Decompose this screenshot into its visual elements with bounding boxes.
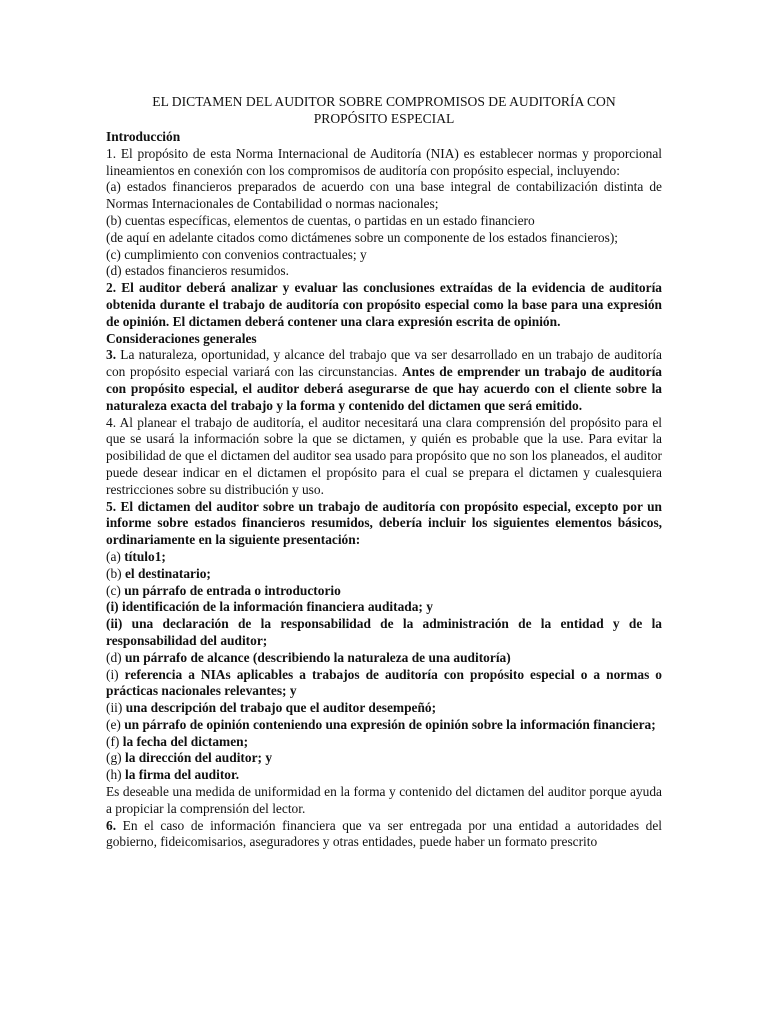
list-item-text: la fecha del dictamen; [122, 733, 249, 749]
list-item [106, 750, 662, 767]
paragraph-3-number: 3. [106, 347, 117, 363]
list-item [106, 549, 662, 566]
list-item-marker: (i) [106, 666, 125, 682]
list-item-marker: (h) [106, 767, 125, 783]
list-item-text: un párrafo de alcance (describiendo la naturaleza de una auditoría) [124, 649, 511, 665]
list-item-marker: (e) [106, 716, 125, 732]
list-item [106, 650, 662, 667]
list-item [106, 767, 662, 784]
list-item-marker: (ii) [106, 700, 126, 716]
paragraph-1: 1. El propósito de esta Norma Internacional de Auditoría (NIA) es establecer normas y proporcional lineamientos en conexión con los compromisos de auditoría con propósito especial, incluyendo: [106, 145, 662, 178]
list-item-marker: (f) [106, 733, 123, 749]
list-item [106, 566, 662, 583]
list-item-text: una descripción del trabajo que el auditor desempeñó; [125, 700, 437, 716]
document-title [106, 93, 662, 127]
list-item [106, 599, 662, 616]
paragraph-1-item-d: (d) estados financieros resumidos. [106, 263, 289, 279]
paragraph-1-item-c: (c) cumplimiento con convenios contractuales; y [106, 246, 367, 262]
list-item [106, 700, 662, 717]
paragraph-3-text: La naturaleza, oportunidad, y alcance del trabajo que va ser desarrollado en un trabajo de auditoría con propósito especial variará con las circunstancias. [106, 347, 662, 380]
paragraph-6-number: 6. [106, 817, 117, 833]
elements-list [106, 549, 662, 784]
list-item-marker: (a) [106, 548, 125, 564]
list-item-text: el destinatario; [124, 565, 211, 581]
heading-consideraciones-generales: Consideraciones generales [106, 330, 257, 346]
list-item [106, 583, 662, 600]
paragraph-1-item-b-note: (de aquí en adelante citados como dictámenes sobre un componente de los estados financieros); [106, 229, 619, 245]
paragraph-3 [106, 347, 662, 414]
paragraph-2: 2. El auditor deberá analizar y evaluar las conclusiones extraídas de la evidencia de auditoría obtenida durante el trabajo de auditoría con propósito especial como la base para una expresión de opinión. El dictamen deberá contener una clara expresión escrita de opinión. [106, 280, 662, 329]
list-item [106, 717, 662, 734]
list-item-marker: (g) [106, 750, 125, 766]
list-item [106, 734, 662, 751]
paragraph-1-item-b: (b) cuentas específicas, elementos de cuentas, o partidas en un estado financiero [106, 212, 535, 228]
heading-introduccion: Introducción [106, 129, 181, 144]
list-item-text: (i) identificación de la información financiera auditada; y [106, 599, 433, 615]
list-item [106, 667, 662, 701]
list-item-text: título1; [124, 548, 166, 564]
paragraph-6 [106, 818, 662, 852]
list-item-text: la dirección del auditor; y [124, 750, 273, 766]
title-line-2: PROPÓSITO ESPECIAL [313, 111, 455, 126]
list-item [106, 616, 662, 650]
list-item-text: un párrafo de entrada o introductorio [124, 582, 341, 598]
list-item-marker: (b) [106, 565, 125, 581]
paragraph-5-closing: Es deseable una medida de uniformidad en la forma y contenido del dictamen del auditor porque ayuda a propiciar la comprensión del lector. [106, 784, 662, 816]
paragraph-4: 4. Al planear el trabajo de auditoría, el auditor necesitará una clara comprensión del propósito para el que se usará la información sobre la que se dictamen, y quién es probable que la use. Para evitar la posibilidad de que el dictamen del auditor sea usado para propósito que no son los planeados, el auditor puede desear indicar en el dictamen el propósito para el cual se prepara el dictamen y cualesquiera restricciones sobre su distribución y uso. [106, 414, 662, 497]
list-item-text: referencia a NIAs aplicables a trabajos de auditoría con propósito especial o a normas o prácticas nacionales relevantes; y [106, 666, 662, 699]
document-page [106, 93, 662, 851]
paragraph-5: 5. El dictamen del auditor sobre un trabajo de auditoría con propósito especial, excepto por un informe sobre estados financieros resumidos, debería incluir los siguientes elementos básicos, ordinariamente en la siguiente presentación: [106, 498, 662, 548]
list-item-text: un párrafo de opinión conteniendo una expresión de opinión sobre la información financiera; [124, 716, 656, 732]
paragraph-6-text: En el caso de información financiera que va ser entregada por una entidad a autoridades del gobierno, fideicomisarios, aseguradores y otras entidades, puede haber un formato prescrito [106, 817, 662, 850]
paragraph-3-bold-text: Antes de emprender un trabajo de auditoría con propósito especial, el auditor deberá asegurarse de que hay acuerdo con el cliente sobre la naturaleza exacta del trabajo y la forma y contenido del dictamen que será emitido. [106, 364, 662, 413]
paragraph-1-item-a: (a) estados financieros preparados de acuerdo con una base integral de contabilización distinta de Normas Internacionales de Contabilidad o normas nacionales; [106, 179, 662, 212]
list-item-text: (ii) una declaración de la responsabilidad de la administración de la entidad y de la responsabilidad del auditor; [106, 616, 662, 648]
list-item-marker: (c) [106, 582, 125, 598]
list-item-text: la firma del auditor. [124, 767, 240, 783]
title-line-1: EL DICTAMEN DEL AUDITOR SOBRE COMPROMISOS DE AUDITORÍA CON [152, 94, 616, 109]
list-item-marker: (d) [106, 649, 125, 665]
